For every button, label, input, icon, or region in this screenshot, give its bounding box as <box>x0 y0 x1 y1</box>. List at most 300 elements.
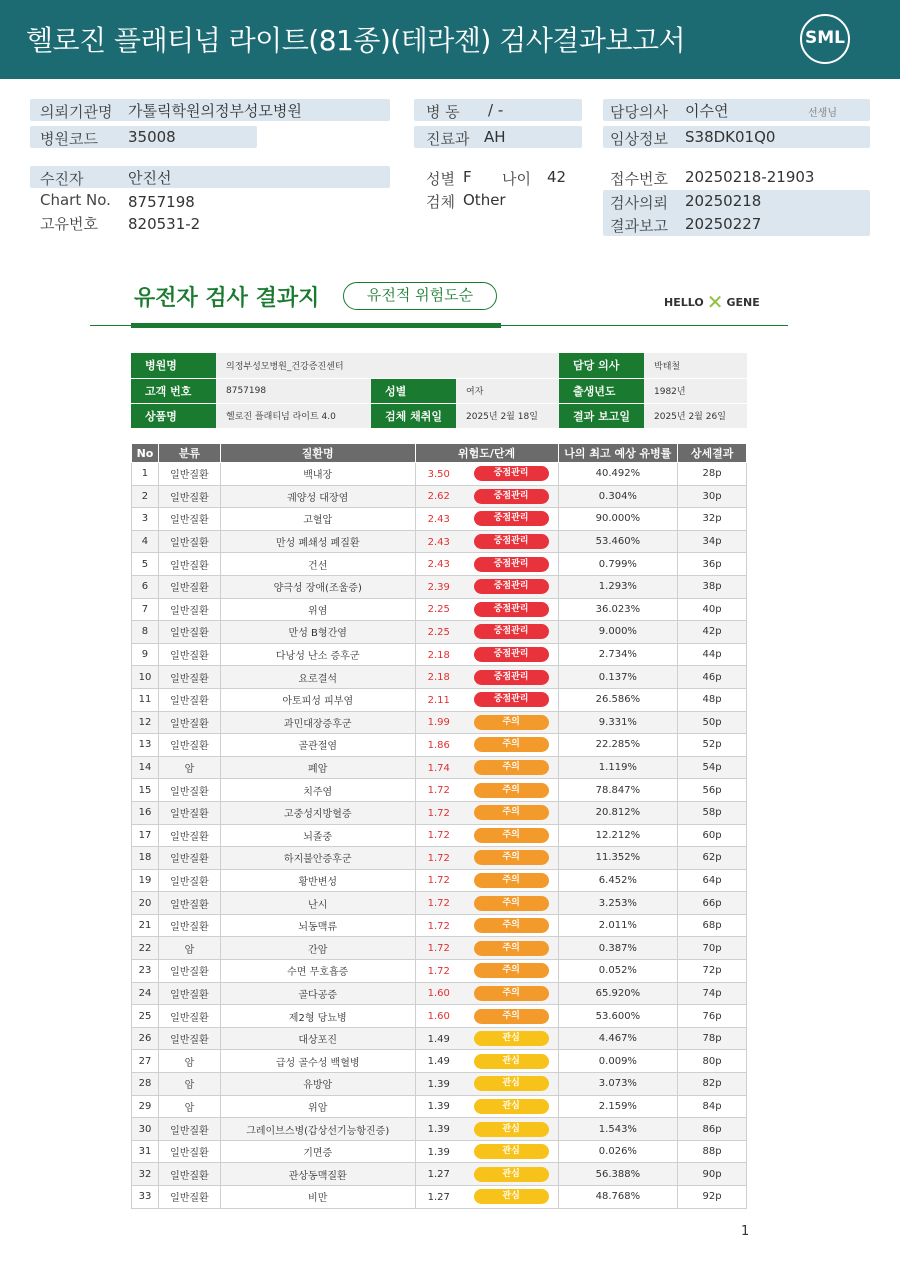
row-category: 일반질환 <box>158 1118 220 1141</box>
summary-hospital-value: 의정부성모병원_건강증진센터 <box>216 353 559 378</box>
row-no: 13 <box>132 734 159 757</box>
row-risk <box>415 688 558 711</box>
risk-level-badge: 관심 <box>474 1167 549 1182</box>
row-risk <box>415 530 558 553</box>
row-detail-page: 92p <box>678 1186 747 1209</box>
row-detail-page: 64p <box>678 869 747 892</box>
row-disease: 백내장 <box>220 463 415 486</box>
row-category: 일반질환 <box>158 1163 220 1186</box>
risk-score: 1.60 <box>427 988 450 1000</box>
row-category: 일반질환 <box>158 463 220 486</box>
col-header-prevalence: 나의 최고 예상 유병률 <box>558 444 678 463</box>
row-disease: 요로결석 <box>220 666 415 689</box>
row-category: 일반질환 <box>158 598 220 621</box>
row-risk <box>415 1163 558 1186</box>
row-prevalence: 90.000% <box>558 508 678 531</box>
table-row <box>132 1073 747 1096</box>
row-disease: 기면증 <box>220 1140 415 1163</box>
row-disease: 간암 <box>220 937 415 960</box>
row-prevalence: 1.119% <box>558 756 678 779</box>
band-patient <box>30 166 390 188</box>
table-row <box>132 688 747 711</box>
sex-value: F <box>463 168 472 186</box>
hellogene-logo <box>664 287 760 314</box>
row-no: 22 <box>132 937 159 960</box>
row-risk <box>415 1140 558 1163</box>
table-row <box>132 598 747 621</box>
row-risk <box>415 734 558 757</box>
row-category: 일반질환 <box>158 824 220 847</box>
row-prevalence: 2.734% <box>558 643 678 666</box>
table-row <box>132 711 747 734</box>
risk-score: 2.11 <box>427 694 450 706</box>
table-row <box>132 1118 747 1141</box>
row-detail-page: 56p <box>678 779 747 802</box>
report-title: 유전자 검사 결과지 <box>134 286 320 311</box>
row-prevalence: 4.467% <box>558 1027 678 1050</box>
row-risk <box>415 982 558 1005</box>
doctor-suffix: 선생님 <box>808 108 837 119</box>
row-disease: 수면 무호흡증 <box>220 960 415 983</box>
row-disease: 제2형 당뇨병 <box>220 1005 415 1028</box>
patient-label: 수진자 <box>40 170 84 188</box>
row-prevalence: 9.331% <box>558 711 678 734</box>
row-risk <box>415 1005 558 1028</box>
table-row <box>132 575 747 598</box>
table-row <box>132 1140 747 1163</box>
risk-level-badge: 관심 <box>474 1122 549 1137</box>
brand-left: HELLO <box>664 296 704 309</box>
row-no: 14 <box>132 756 159 779</box>
row-no: 25 <box>132 1005 159 1028</box>
summary-birth-value: 1982년 <box>644 378 747 403</box>
row-prevalence: 3.073% <box>558 1073 678 1096</box>
row-prevalence: 9.000% <box>558 621 678 644</box>
row-no: 24 <box>132 982 159 1005</box>
risk-score: 1.74 <box>427 762 450 774</box>
row-risk <box>415 711 558 734</box>
summary-doctor-label: 담당 의사 <box>559 353 644 378</box>
risk-score: 2.43 <box>427 559 450 571</box>
table-row <box>132 892 747 915</box>
summary-table <box>131 353 747 429</box>
row-category: 일반질환 <box>158 734 220 757</box>
row-detail-page: 68p <box>678 914 747 937</box>
row-prevalence: 0.052% <box>558 960 678 983</box>
risk-level-badge: 주의 <box>474 828 549 843</box>
chart-value: 8757198 <box>128 193 195 211</box>
risk-level-badge: 주의 <box>474 1009 549 1024</box>
row-no: 9 <box>132 643 159 666</box>
row-prevalence: 56.388% <box>558 1163 678 1186</box>
row-category: 암 <box>158 756 220 779</box>
table-row <box>132 643 747 666</box>
row-category: 암 <box>158 1050 220 1073</box>
row-detail-page: 40p <box>678 598 747 621</box>
row-disease: 위염 <box>220 598 415 621</box>
summary-sex-label: 성별 <box>371 378 456 403</box>
row-detail-page: 36p <box>678 553 747 576</box>
risk-score: 1.72 <box>427 943 450 955</box>
row-disease: 골관절염 <box>220 734 415 757</box>
summary-birth-label: 출생년도 <box>559 378 644 403</box>
row-detail-page: 66p <box>678 892 747 915</box>
risk-score: 1.39 <box>427 1101 450 1113</box>
row-disease: 아토피성 피부염 <box>220 688 415 711</box>
risk-level-badge: 주의 <box>474 737 549 752</box>
table-row <box>132 801 747 824</box>
row-no: 12 <box>132 711 159 734</box>
row-category: 일반질환 <box>158 779 220 802</box>
row-prevalence: 0.799% <box>558 553 678 576</box>
row-detail-page: 62p <box>678 847 747 870</box>
risk-level-badge: 중점관리 <box>474 692 549 707</box>
row-risk <box>415 847 558 870</box>
row-prevalence: 0.137% <box>558 666 678 689</box>
table-row <box>132 508 747 531</box>
row-category: 일반질환 <box>158 530 220 553</box>
summary-report-label: 결과 보고일 <box>559 403 644 428</box>
row-no: 30 <box>132 1118 159 1141</box>
page-number: 1 <box>741 1224 750 1239</box>
row-risk <box>415 824 558 847</box>
row-category: 암 <box>158 937 220 960</box>
ward-label: 병 동 <box>426 103 460 121</box>
header-bar <box>0 0 900 79</box>
risk-score: 1.49 <box>427 1056 450 1068</box>
risk-score: 1.49 <box>427 1033 450 1045</box>
row-no: 33 <box>132 1186 159 1209</box>
row-category: 일반질환 <box>158 621 220 644</box>
row-disease: 과민대장증후군 <box>220 711 415 734</box>
risk-level-badge: 중점관리 <box>474 557 549 572</box>
risk-level-badge: 주의 <box>474 783 549 798</box>
risk-level-badge: 주의 <box>474 963 549 978</box>
row-detail-page: 46p <box>678 666 747 689</box>
row-detail-page: 90p <box>678 1163 747 1186</box>
row-no: 2 <box>132 485 159 508</box>
row-risk <box>415 463 558 486</box>
summary-report-value: 2025년 2월 26일 <box>644 403 747 428</box>
row-no: 28 <box>132 1073 159 1096</box>
row-no: 27 <box>132 1050 159 1073</box>
row-no: 29 <box>132 1095 159 1118</box>
risk-level-badge: 중점관리 <box>474 534 549 549</box>
risk-level-badge: 주의 <box>474 986 549 1001</box>
row-category: 일반질환 <box>158 508 220 531</box>
requesting-org-value: 가톨릭학원의정부성모병원 <box>128 102 302 120</box>
receipt-value: 20250218-21903 <box>685 168 815 186</box>
row-risk <box>415 508 558 531</box>
row-detail-page: 72p <box>678 960 747 983</box>
row-detail-page: 60p <box>678 824 747 847</box>
row-prevalence: 20.812% <box>558 801 678 824</box>
unique-label: 고유번호 <box>40 215 98 233</box>
row-disease: 고혈압 <box>220 508 415 531</box>
table-row <box>132 1186 747 1209</box>
row-disease: 그레이브스병(갑상선기능항진증) <box>220 1118 415 1141</box>
col-header-detail: 상세결과 <box>678 444 747 463</box>
row-detail-page: 86p <box>678 1118 747 1141</box>
row-detail-page: 50p <box>678 711 747 734</box>
unique-value: 820531-2 <box>128 215 201 233</box>
row-detail-page: 34p <box>678 530 747 553</box>
row-category: 일반질환 <box>158 643 220 666</box>
row-risk <box>415 666 558 689</box>
row-detail-page: 48p <box>678 688 747 711</box>
risk-score: 2.18 <box>427 672 450 684</box>
row-no: 7 <box>132 598 159 621</box>
clinical-value: S38DK01Q0 <box>685 128 776 146</box>
row-no: 6 <box>132 575 159 598</box>
row-no: 15 <box>132 779 159 802</box>
risk-level-badge: 주의 <box>474 850 549 865</box>
row-prevalence: 53.460% <box>558 530 678 553</box>
summary-customer-label: 고객 번호 <box>131 378 216 403</box>
risk-level-badge: 중점관리 <box>474 489 549 504</box>
receipt-label: 접수번호 <box>610 170 668 188</box>
row-prevalence: 0.304% <box>558 485 678 508</box>
row-risk <box>415 1050 558 1073</box>
row-risk <box>415 485 558 508</box>
results-header-row <box>132 444 747 463</box>
sex-label: 성별 <box>426 170 455 188</box>
table-row <box>132 824 747 847</box>
col-header-category: 분류 <box>158 444 220 463</box>
risk-level-badge: 주의 <box>474 896 549 911</box>
row-detail-page: 70p <box>678 937 747 960</box>
divider-accent <box>131 323 501 328</box>
table-row <box>132 485 747 508</box>
requesting-org-label: 의뢰기관명 <box>40 103 113 121</box>
row-prevalence: 6.452% <box>558 869 678 892</box>
row-prevalence: 2.011% <box>558 914 678 937</box>
table-row <box>132 756 747 779</box>
risk-score: 1.86 <box>427 739 450 751</box>
risk-level-badge: 중점관리 <box>474 602 549 617</box>
row-no: 21 <box>132 914 159 937</box>
row-risk <box>415 869 558 892</box>
table-row <box>132 553 747 576</box>
table-row <box>132 847 747 870</box>
risk-score: 1.72 <box>427 875 450 887</box>
risk-level-badge: 주의 <box>474 873 549 888</box>
risk-level-badge: 중점관리 <box>474 624 549 639</box>
row-no: 16 <box>132 801 159 824</box>
risk-score: 1.72 <box>427 830 450 842</box>
risk-score: 2.39 <box>427 581 450 593</box>
row-disease: 대상포진 <box>220 1027 415 1050</box>
col-header-no: No <box>132 444 159 463</box>
row-detail-page: 44p <box>678 643 747 666</box>
row-risk <box>415 1027 558 1050</box>
row-risk <box>415 1095 558 1118</box>
row-disease: 고중성지방혈증 <box>220 801 415 824</box>
row-prevalence: 36.023% <box>558 598 678 621</box>
doctor-value: 이수연 <box>685 102 729 120</box>
row-no: 10 <box>132 666 159 689</box>
hospital-code-label: 병원코드 <box>40 130 98 148</box>
row-disease: 위암 <box>220 1095 415 1118</box>
logo-text: SML <box>805 28 845 48</box>
risk-level-badge: 관심 <box>474 1144 549 1159</box>
row-detail-page: 88p <box>678 1140 747 1163</box>
row-detail-page: 76p <box>678 1005 747 1028</box>
table-row <box>132 463 747 486</box>
row-disease: 다낭성 난소 증후군 <box>220 643 415 666</box>
risk-level-badge: 주의 <box>474 805 549 820</box>
row-category: 일반질환 <box>158 688 220 711</box>
risk-level-badge: 주의 <box>474 941 549 956</box>
row-disease: 만성 폐쇄성 폐질환 <box>220 530 415 553</box>
row-category: 일반질환 <box>158 847 220 870</box>
row-detail-page: 82p <box>678 1073 747 1096</box>
risk-score: 3.50 <box>427 468 450 480</box>
risk-level-badge: 주의 <box>474 918 549 933</box>
row-category: 일반질환 <box>158 892 220 915</box>
row-category: 일반질환 <box>158 485 220 508</box>
risk-score: 1.39 <box>427 1146 450 1158</box>
row-risk <box>415 892 558 915</box>
risk-score: 1.99 <box>427 717 450 729</box>
test-request-value: 20250218 <box>685 192 762 210</box>
row-category: 일반질환 <box>158 1005 220 1028</box>
row-prevalence: 0.026% <box>558 1140 678 1163</box>
row-detail-page: 58p <box>678 801 747 824</box>
row-prevalence: 12.212% <box>558 824 678 847</box>
row-category: 일반질환 <box>158 1027 220 1050</box>
risk-score: 1.72 <box>427 852 450 864</box>
row-disease: 골다공증 <box>220 982 415 1005</box>
summary-doctor-value: 박태철 <box>644 353 747 378</box>
risk-score: 1.39 <box>427 1078 450 1090</box>
table-row <box>132 1050 747 1073</box>
row-prevalence: 26.586% <box>558 688 678 711</box>
risk-score: 2.43 <box>427 536 450 548</box>
row-disease: 황반변성 <box>220 869 415 892</box>
dept-label: 진료과 <box>426 130 470 148</box>
col-header-risk: 위험도/단계 <box>415 444 558 463</box>
row-risk <box>415 598 558 621</box>
row-disease: 건선 <box>220 553 415 576</box>
row-risk <box>415 779 558 802</box>
summary-collect-label: 검체 채취일 <box>371 403 456 428</box>
row-disease: 비만 <box>220 1186 415 1209</box>
risk-score: 1.72 <box>427 965 450 977</box>
summary-collect-value: 2025년 2월 18일 <box>456 403 559 428</box>
table-row <box>132 869 747 892</box>
row-prevalence: 0.009% <box>558 1050 678 1073</box>
row-detail-page: 54p <box>678 756 747 779</box>
row-no: 32 <box>132 1163 159 1186</box>
row-disease: 급성 골수성 백혈병 <box>220 1050 415 1073</box>
risk-level-badge: 주의 <box>474 715 549 730</box>
row-category: 암 <box>158 1073 220 1096</box>
row-prevalence: 48.768% <box>558 1186 678 1209</box>
row-risk <box>415 553 558 576</box>
row-risk <box>415 937 558 960</box>
risk-level-badge: 관심 <box>474 1054 549 1069</box>
row-disease: 난시 <box>220 892 415 915</box>
table-row <box>132 914 747 937</box>
summary-hospital-label: 병원명 <box>131 353 216 378</box>
age-value: 42 <box>547 168 567 186</box>
row-category: 일반질환 <box>158 1186 220 1209</box>
risk-score: 2.43 <box>427 513 450 525</box>
test-request-label: 검사의뢰 <box>610 194 668 212</box>
row-no: 26 <box>132 1027 159 1050</box>
risk-level-badge: 주의 <box>474 760 549 775</box>
risk-score: 1.39 <box>427 1124 450 1136</box>
row-disease: 궤양성 대장염 <box>220 485 415 508</box>
row-no: 3 <box>132 508 159 531</box>
row-disease: 치주염 <box>220 779 415 802</box>
risk-score: 2.18 <box>427 649 450 661</box>
row-category: 일반질환 <box>158 1140 220 1163</box>
risk-score: 2.25 <box>427 604 450 616</box>
row-disease: 뇌졸중 <box>220 824 415 847</box>
hospital-code-value: 35008 <box>128 128 176 146</box>
table-row <box>132 960 747 983</box>
risk-score: 1.27 <box>427 1169 450 1181</box>
risk-score: 1.72 <box>427 920 450 932</box>
risk-score: 1.72 <box>427 785 450 797</box>
sort-order-pill: 유전적 위험도순 <box>343 282 497 310</box>
result-report-label: 결과보고 <box>610 217 668 235</box>
row-no: 1 <box>132 463 159 486</box>
row-risk <box>415 643 558 666</box>
row-risk <box>415 801 558 824</box>
results-table <box>131 443 747 1209</box>
summary-sex-value: 여자 <box>456 378 559 403</box>
row-detail-page: 42p <box>678 621 747 644</box>
row-no: 20 <box>132 892 159 915</box>
row-disease: 하지불안증후군 <box>220 847 415 870</box>
row-no: 23 <box>132 960 159 983</box>
row-risk <box>415 1073 558 1096</box>
chart-label: Chart No. <box>40 191 111 209</box>
risk-level-badge: 관심 <box>474 1076 549 1091</box>
sml-logo <box>800 14 850 64</box>
row-category: 일반질환 <box>158 960 220 983</box>
row-no: 8 <box>132 621 159 644</box>
row-category: 일반질환 <box>158 801 220 824</box>
row-prevalence: 78.847% <box>558 779 678 802</box>
row-detail-page: 28p <box>678 463 747 486</box>
row-risk <box>415 621 558 644</box>
row-disease: 뇌동맥류 <box>220 914 415 937</box>
risk-level-badge: 중점관리 <box>474 579 549 594</box>
specimen-label: 검체 <box>426 193 455 211</box>
row-prevalence: 40.492% <box>558 463 678 486</box>
row-category: 일반질환 <box>158 982 220 1005</box>
page-title: 헬로진 플래티넘 라이트(81종)(테라젠) 검사결과보고서 <box>26 24 686 57</box>
row-category: 일반질환 <box>158 666 220 689</box>
row-no: 11 <box>132 688 159 711</box>
row-category: 일반질환 <box>158 553 220 576</box>
row-disease: 폐암 <box>220 756 415 779</box>
row-risk <box>415 756 558 779</box>
row-no: 5 <box>132 553 159 576</box>
row-category: 일반질환 <box>158 711 220 734</box>
row-detail-page: 74p <box>678 982 747 1005</box>
row-prevalence: 2.159% <box>558 1095 678 1118</box>
dept-value: AH <box>484 128 506 146</box>
row-detail-page: 78p <box>678 1027 747 1050</box>
row-prevalence: 3.253% <box>558 892 678 915</box>
age-label: 나이 <box>502 170 531 188</box>
row-disease: 양극성 장애(조울증) <box>220 575 415 598</box>
